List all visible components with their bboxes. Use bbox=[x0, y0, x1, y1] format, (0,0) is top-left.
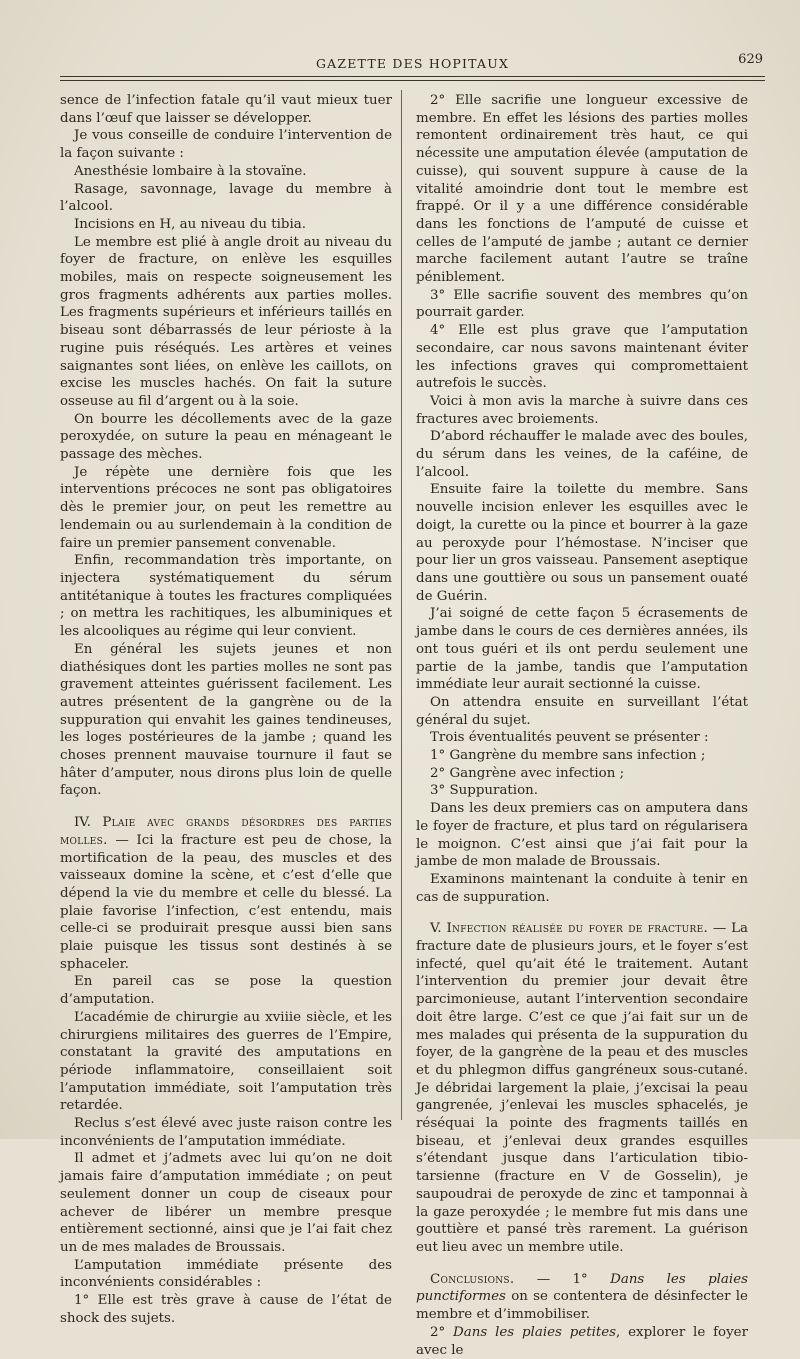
paragraph: 2° Gangrène avec infection ; bbox=[430, 765, 625, 781]
section-text: — Ici la fracture est peu de chose, la mortification de la peau, des muscles et des vaisseaux domine la scène, et c’est d’elle que dépend la vie du membre et celle du blessé. La plaie favorise l’infection, c’est entendu, mais celle-ci se produirait presque aussi bien sans plaie puisque les tissus sont destinés à se sphaceler. bbox=[60, 832, 392, 972]
left-column bbox=[60, 92, 392, 1328]
conclusions-heading: Conclusions. bbox=[430, 1271, 515, 1287]
paragraph: L’amputation immédiate présente des inconvénients considérables : bbox=[60, 1257, 392, 1291]
section-v bbox=[416, 920, 748, 1256]
paragraph: Enfin, recommandation très importante, on injectera systématiquement du sérum antitétanique à toutes les fractures compliquées ; on mettra les rachitiques, les albuminiques et les alcooliques au régime qui leur convient. bbox=[60, 553, 392, 640]
header-rule-thin bbox=[60, 80, 765, 81]
paragraph: Ensuite faire la toilette du membre. Sans nouvelle incision enlever les esquilles avec le doigt, la curette ou la pince et bourrer à la gaze au peroxyde pour l’hémostase. N’inciser que pour lier un gros vaisseau. Pansement aseptique dans une gouttière ou sous un pansement ouaté de Guérin. bbox=[416, 482, 748, 604]
conclusion-emphasis: Dans les plaies petites bbox=[453, 1324, 617, 1340]
paragraph: J’ai soigné de cette façon 5 écrasements de jambe dans le cours de ces dernières années, ils ont tous guéri et ils ont perdu seulement une partie de la jambe, tandis que l’amputation immédiate leur aurait sectionné la cuisse. bbox=[416, 606, 748, 693]
paragraph: Voici à mon avis la marche à suivre dans ces fractures avec broiements. bbox=[416, 393, 748, 427]
section-heading: Infection réalisée du foyer de fracture. bbox=[446, 921, 709, 937]
paragraph: Je vous conseille de conduire l’intervention de la façon suivante : bbox=[60, 128, 392, 162]
paragraph: Je répète une dernière fois que les interventions précoces ne sont pas obligatoires dès le premier jour, on peut les remettre au lendemain ou au surlendemain à la condition de faire un premier pansement convenable. bbox=[60, 464, 392, 551]
paragraph: Anesthésie lombaire à la stovaïne. bbox=[74, 163, 307, 179]
journal-title: GAZETTE DES HOPITAUX bbox=[315, 56, 510, 71]
paragraph: Dans les deux premiers cas on amputera dans le foyer de fracture, et plus tard on régularisera le moignon. C’est ainsi que j’ai fait pour la jambe de mon malade de Broussais. bbox=[416, 801, 748, 870]
page-header bbox=[60, 52, 765, 74]
paragraph: Trois éventualités peuvent se présenter : bbox=[430, 730, 709, 746]
paragraph: 3° Suppuration. bbox=[430, 783, 539, 799]
paragraph: En général les sujets jeunes et non diathésiques dont les parties molles ne sont pas gravement atteintes guérissent facilement. Les autres présentent de la gangrène ou de la suppuration qui envahit les gaines tendineuses, les loges postérieures de la jambe ; quand les choses prennent mauvaise tournure il faut se hâter d’amputer, nous dirons plus loin de quelle façon. bbox=[60, 641, 392, 799]
paragraph: Rasage, savonnage, lavage du membre à l’alcool. bbox=[60, 181, 392, 215]
conclusion-item bbox=[416, 1324, 748, 1359]
paragraph: 4° Elle est plus grave que l’amputation secondaire, car nous savons maintenant éviter les infections graves qui compromettaient autrefois le succès. bbox=[416, 323, 748, 392]
paragraph: 3° Elle sacrifie souvent des membres qu’on pourrait garder. bbox=[416, 287, 748, 321]
conclusion-text: — 1° bbox=[514, 1271, 611, 1287]
conclusion-text: , explorer le foyer avec le bbox=[416, 1324, 748, 1358]
section-heading: Plaie avec grands désordres des parties molles. bbox=[60, 815, 392, 848]
paragraph: Examinons maintenant la conduite à tenir en cas de suppuration. bbox=[416, 871, 748, 905]
paragraph: Le membre est plié à angle droit au niveau du foyer de fracture, on enlève les esquilles mobiles, mais on respecte soigneusement les gros fragments adhérents aux parties molles. Les fragments supérieurs et inférieurs taillés en biseau sont débarrassés de leur périoste à la rugine puis réséqués. Les artères et veines saignantes sont liées, on enlève les caillots, on excise les muscles hachés. On fait la suture osseuse au fil d’argent ou à la soie. bbox=[60, 234, 392, 409]
paragraph: On attendra ensuite en surveillant l’état général du sujet. bbox=[416, 694, 748, 728]
paragraph: 1° Gangrène du membre sans infection ; bbox=[430, 748, 706, 764]
conclusion-text: 2° bbox=[430, 1324, 454, 1340]
paragraph: sence de l’infection fatale qu’il vaut mieux tuer dans l’œuf que laisser se développer. bbox=[60, 93, 392, 126]
section-text: — La fracture date de plusieurs jours, et le foyer s’est infecté, quel qu’ait été le traitement. Autant l’intervention du premier jour devait être parcimonieuse, autant l’intervention secondaire doit être large. C’est ce que j’ai fait sur un de mes malades qui présenta de la suppuration du foyer, de la gangrène de la peau et des muscles et du phlegmon diffus gangréneux sous-cutané. Je débridai largement la plaie, j’excisai la peau gangrenée, j’enlevai les muscles sphacelés, je réséquai la pointe des fragments taillés en biseau, et j’enlevai deux grandes esquilles s’étendant jusque dans l’articulation tibio-tarsienne (fracture en V de Gosselin), je saupoudrai de peroxyde de zinc et tamponnai à la gaze peroxydée ; le membre fut mis dans une gouttière et pansé très rarement. La guérison eut lieu avec un membre utile. bbox=[416, 921, 748, 1255]
section-iv bbox=[60, 814, 392, 973]
section-number: V. bbox=[430, 921, 442, 937]
page-number: 629 bbox=[738, 52, 763, 67]
column-divider bbox=[401, 90, 402, 1120]
conclusion-emphasis: Dans les plaies punctiformes bbox=[416, 1271, 748, 1305]
paragraph: L’académie de chirurgie au xviiie siècle, et les chirurgiens militaires des guerres de l’Empire, constatant la gravité des amputations en période inflammatoire, conseillaient soit l’amputation immédiate, soit l’amputation très retardée. bbox=[60, 1009, 392, 1114]
paragraph: D’abord réchauffer le malade avec des boules, du sérum dans les veines, de la caféine, de l’alcool. bbox=[416, 429, 748, 480]
conclusion-text: on se contentera de désinfecter le membre et d’immobiliser. bbox=[416, 1289, 748, 1323]
paragraph: Reclus s’est élevé avec juste raison contre les inconvénients de l’amputation immédiate. bbox=[60, 1116, 392, 1149]
paragraph: En pareil cas se pose la question d’amputation. bbox=[60, 974, 392, 1008]
header-rule-thick bbox=[60, 76, 765, 77]
paragraph: Il admet et j’admets avec lui qu’on ne doit jamais faire d’amputation immédiate ; on peut seulement donner un coup de ciseaux pour achever de libérer un membre presque entièrement sectionné, ainsi que je l’ai fait chez un de mes malades de Broussais. bbox=[60, 1151, 392, 1255]
paragraph: 2° Elle sacrifie une longueur excessive de membre. En effet les lésions des parties molles remontent ordinairement très haut, ce qui nécessite une amputation élevée (amputation de cuisse), qui souvent suppure à cause de la vitalité amoindrie dont tout le membre est frappé. Or il y a une différence considérable dans les fonctions de l’amputé de cuisse et celles de l’amputé de jambe ; autant ce dernier marche facilement autant l’autre se traîne péniblement. bbox=[416, 93, 748, 286]
right-column bbox=[416, 92, 748, 1359]
section-number: IV. bbox=[74, 815, 91, 831]
paragraph: Incisions en H, au niveau du tibia. bbox=[74, 216, 306, 232]
conclusions bbox=[416, 1271, 748, 1324]
paragraph: On bourre les décollements avec de la gaze peroxydée, on suture la peau en ménageant le passage des mèches. bbox=[60, 411, 392, 463]
paragraph: 1° Elle est très grave à cause de l’état de shock des sujets. bbox=[60, 1293, 392, 1326]
